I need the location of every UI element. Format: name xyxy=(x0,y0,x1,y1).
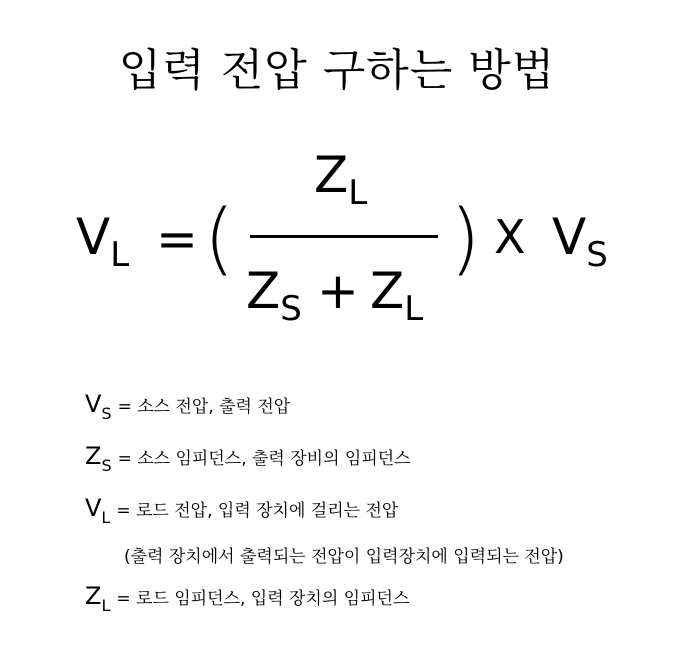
legend-sub: L xyxy=(101,596,111,615)
formula-lhs xyxy=(76,208,130,275)
legend-var: Z xyxy=(85,442,102,470)
legend-var: V xyxy=(85,390,102,418)
legend-note: (출력 장치에서 출력되는 전압이 입력장치에 입력되는 전압) xyxy=(124,547,564,567)
formula-rhs-sub: S xyxy=(586,235,608,275)
formula-den-var1: Z xyxy=(246,262,281,320)
formula-numerator xyxy=(314,146,368,213)
formula-lhs-sub: L xyxy=(110,235,130,275)
legend-item-vs xyxy=(85,390,291,423)
formula-num-sub: L xyxy=(348,173,368,213)
legend-text: = 로드 전압, 입력 장치에 걸리는 전압 xyxy=(116,501,399,521)
legend-text: = 소스 임피던스, 출력 장비의 임피던스 xyxy=(117,449,411,469)
formula-den-sub1: S xyxy=(280,289,302,329)
legend-sub: S xyxy=(101,404,112,423)
formula-rhs xyxy=(552,208,608,275)
formula-close-paren: ) xyxy=(450,194,481,284)
legend-var: V xyxy=(85,494,102,522)
formula-plus: + xyxy=(316,262,359,320)
formula-times: X xyxy=(494,210,526,264)
formula-den-sub2: L xyxy=(404,289,424,329)
formula-num-var: Z xyxy=(314,146,349,204)
legend-text: = 로드 임피던스, 입력 장치의 임피던스 xyxy=(116,589,410,609)
formula-den-var2: Z xyxy=(369,262,405,320)
legend-sub: L xyxy=(101,508,111,527)
formula-lhs-var: V xyxy=(76,208,111,266)
formula-equals: = xyxy=(156,210,198,268)
legend-sub: S xyxy=(101,456,112,475)
legend-text: = 소스 전압, 출력 전압 xyxy=(117,397,291,417)
legend-item-vl xyxy=(85,494,399,527)
page-title: 입력 전압 구하는 방법 xyxy=(118,45,556,96)
formula-rhs-var: V xyxy=(552,208,587,266)
legend-item-zl xyxy=(85,582,410,615)
formula-open-paren: ( xyxy=(204,194,235,284)
legend-item-zs xyxy=(85,442,411,475)
formula-denominator xyxy=(246,262,424,329)
legend-var: Z xyxy=(85,582,102,610)
fraction-line xyxy=(250,235,438,238)
